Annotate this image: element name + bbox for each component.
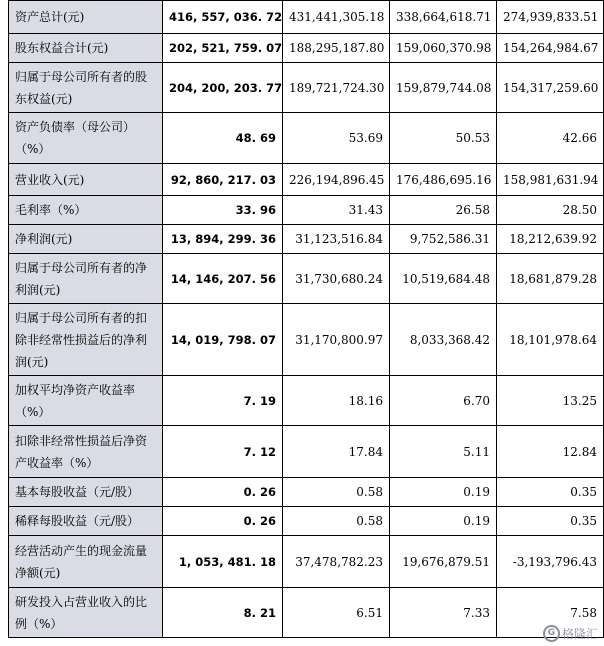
table-row [9, 225, 604, 254]
table-row [9, 507, 604, 536]
row-label: 扣除非经常性损益后净资产收益率（%） [9, 426, 163, 478]
period-2-value: 17.84 [283, 426, 390, 478]
period-4-value: 274,939,833.51 [497, 1, 604, 34]
period-4-value: 0.35 [497, 507, 604, 536]
current-period-value: 33. 96 [163, 196, 283, 225]
row-label: 营业收入(元) [9, 164, 163, 196]
period-4-value: 18,681,879.28 [497, 254, 604, 304]
period-3-value: 5.11 [390, 426, 497, 478]
period-3-value: 9,752,586.31 [390, 225, 497, 254]
row-label: 资产负债率（母公司）（%） [9, 113, 163, 164]
period-3-value: 26.58 [390, 196, 497, 225]
period-2-value: 431,441,305.18 [283, 1, 390, 34]
period-3-value: 8,033,368.42 [390, 304, 497, 376]
period-3-value: 176,486,695.16 [390, 164, 497, 196]
period-4-value: 18,101,978.64 [497, 304, 604, 376]
row-label: 研发投入占营业收入的比例（%） [9, 588, 163, 638]
table-row [9, 254, 604, 304]
current-period-value: 8. 21 [163, 588, 283, 638]
current-period-value: 7. 12 [163, 426, 283, 478]
period-3-value: 159,879,744.08 [390, 63, 497, 113]
period-3-value: 10,519,684.48 [390, 254, 497, 304]
period-3-value: 50.53 [390, 113, 497, 164]
period-3-value: 159,060,370.98 [390, 34, 497, 63]
row-label: 归属于母公司所有者的净利润(元) [9, 254, 163, 304]
current-period-value: 1, 053, 481. 18 [163, 536, 283, 588]
period-2-value: 53.69 [283, 113, 390, 164]
current-period-value: 92, 860, 217. 03 [163, 164, 283, 196]
period-4-value: 28.50 [497, 196, 604, 225]
table-row [9, 426, 604, 478]
table-row [9, 1, 604, 34]
row-label: 资产总计(元) [9, 1, 163, 34]
period-4-value: 13.25 [497, 376, 604, 426]
current-period-value: 14, 146, 207. 56 [163, 254, 283, 304]
watermark [543, 625, 598, 642]
table-row [9, 164, 604, 196]
table-row [9, 113, 604, 164]
current-period-value: 416, 557, 036. 72 [163, 1, 283, 34]
current-period-value: 202, 521, 759. 07 [163, 34, 283, 63]
period-4-value: 0.35 [497, 478, 604, 507]
period-2-value: 37,478,782.23 [283, 536, 390, 588]
period-4-value: 42.66 [497, 113, 604, 164]
current-period-value: 48. 69 [163, 113, 283, 164]
table-row [9, 376, 604, 426]
period-2-value: 18.16 [283, 376, 390, 426]
gelonghui-logo-icon: G [543, 625, 560, 642]
watermark-text: 格隆汇 [561, 627, 598, 641]
period-3-value: 19,676,879.51 [390, 536, 497, 588]
period-4-value: 154,317,259.60 [497, 63, 604, 113]
table-row [9, 304, 604, 376]
current-period-value: 13, 894, 299. 36 [163, 225, 283, 254]
period-3-value: 6.70 [390, 376, 497, 426]
row-label: 基本每股收益（元/股） [9, 478, 163, 507]
financial-indicators-table [8, 0, 604, 638]
row-label: 归属于母公司所有者的股东权益(元) [9, 63, 163, 113]
period-4-value: 154,264,984.67 [497, 34, 604, 63]
table-row [9, 63, 604, 113]
period-2-value: 31,730,680.24 [283, 254, 390, 304]
row-label: 归属于母公司所有者的扣除非经常性损益后的净利润(元) [9, 304, 163, 376]
period-3-value: 0.19 [390, 478, 497, 507]
row-label: 加权平均净资产收益率（%） [9, 376, 163, 426]
table-row [9, 34, 604, 63]
table-row [9, 196, 604, 225]
row-label: 股东权益合计(元) [9, 34, 163, 63]
period-4-value: 18,212,639.92 [497, 225, 604, 254]
period-4-value: -3,193,796.43 [497, 536, 604, 588]
current-period-value: 0. 26 [163, 478, 283, 507]
period-2-value: 0.58 [283, 478, 390, 507]
period-3-value: 338,664,618.71 [390, 1, 497, 34]
period-4-value: 12.84 [497, 426, 604, 478]
current-period-value: 0. 26 [163, 507, 283, 536]
period-2-value: 31,123,516.84 [283, 225, 390, 254]
period-2-value: 188,295,187.80 [283, 34, 390, 63]
row-label: 经营活动产生的现金流量净额(元) [9, 536, 163, 588]
current-period-value: 14, 019, 798. 07 [163, 304, 283, 376]
period-2-value: 31,170,800.97 [283, 304, 390, 376]
table-row [9, 478, 604, 507]
table-row [9, 588, 604, 638]
current-period-value: 204, 200, 203. 77 [163, 63, 283, 113]
period-3-value: 0.19 [390, 507, 497, 536]
period-2-value: 226,194,896.45 [283, 164, 390, 196]
row-label: 稀释每股收益（元/股） [9, 507, 163, 536]
current-period-value: 7. 19 [163, 376, 283, 426]
table-row [9, 536, 604, 588]
period-2-value: 31.43 [283, 196, 390, 225]
row-label: 净利润(元) [9, 225, 163, 254]
period-3-value: 7.33 [390, 588, 497, 638]
period-2-value: 0.58 [283, 507, 390, 536]
row-label: 毛利率（%） [9, 196, 163, 225]
period-2-value: 6.51 [283, 588, 390, 638]
period-4-value: 7.58 [497, 588, 604, 638]
period-4-value: 158,981,631.94 [497, 164, 604, 196]
period-2-value: 189,721,724.30 [283, 63, 390, 113]
